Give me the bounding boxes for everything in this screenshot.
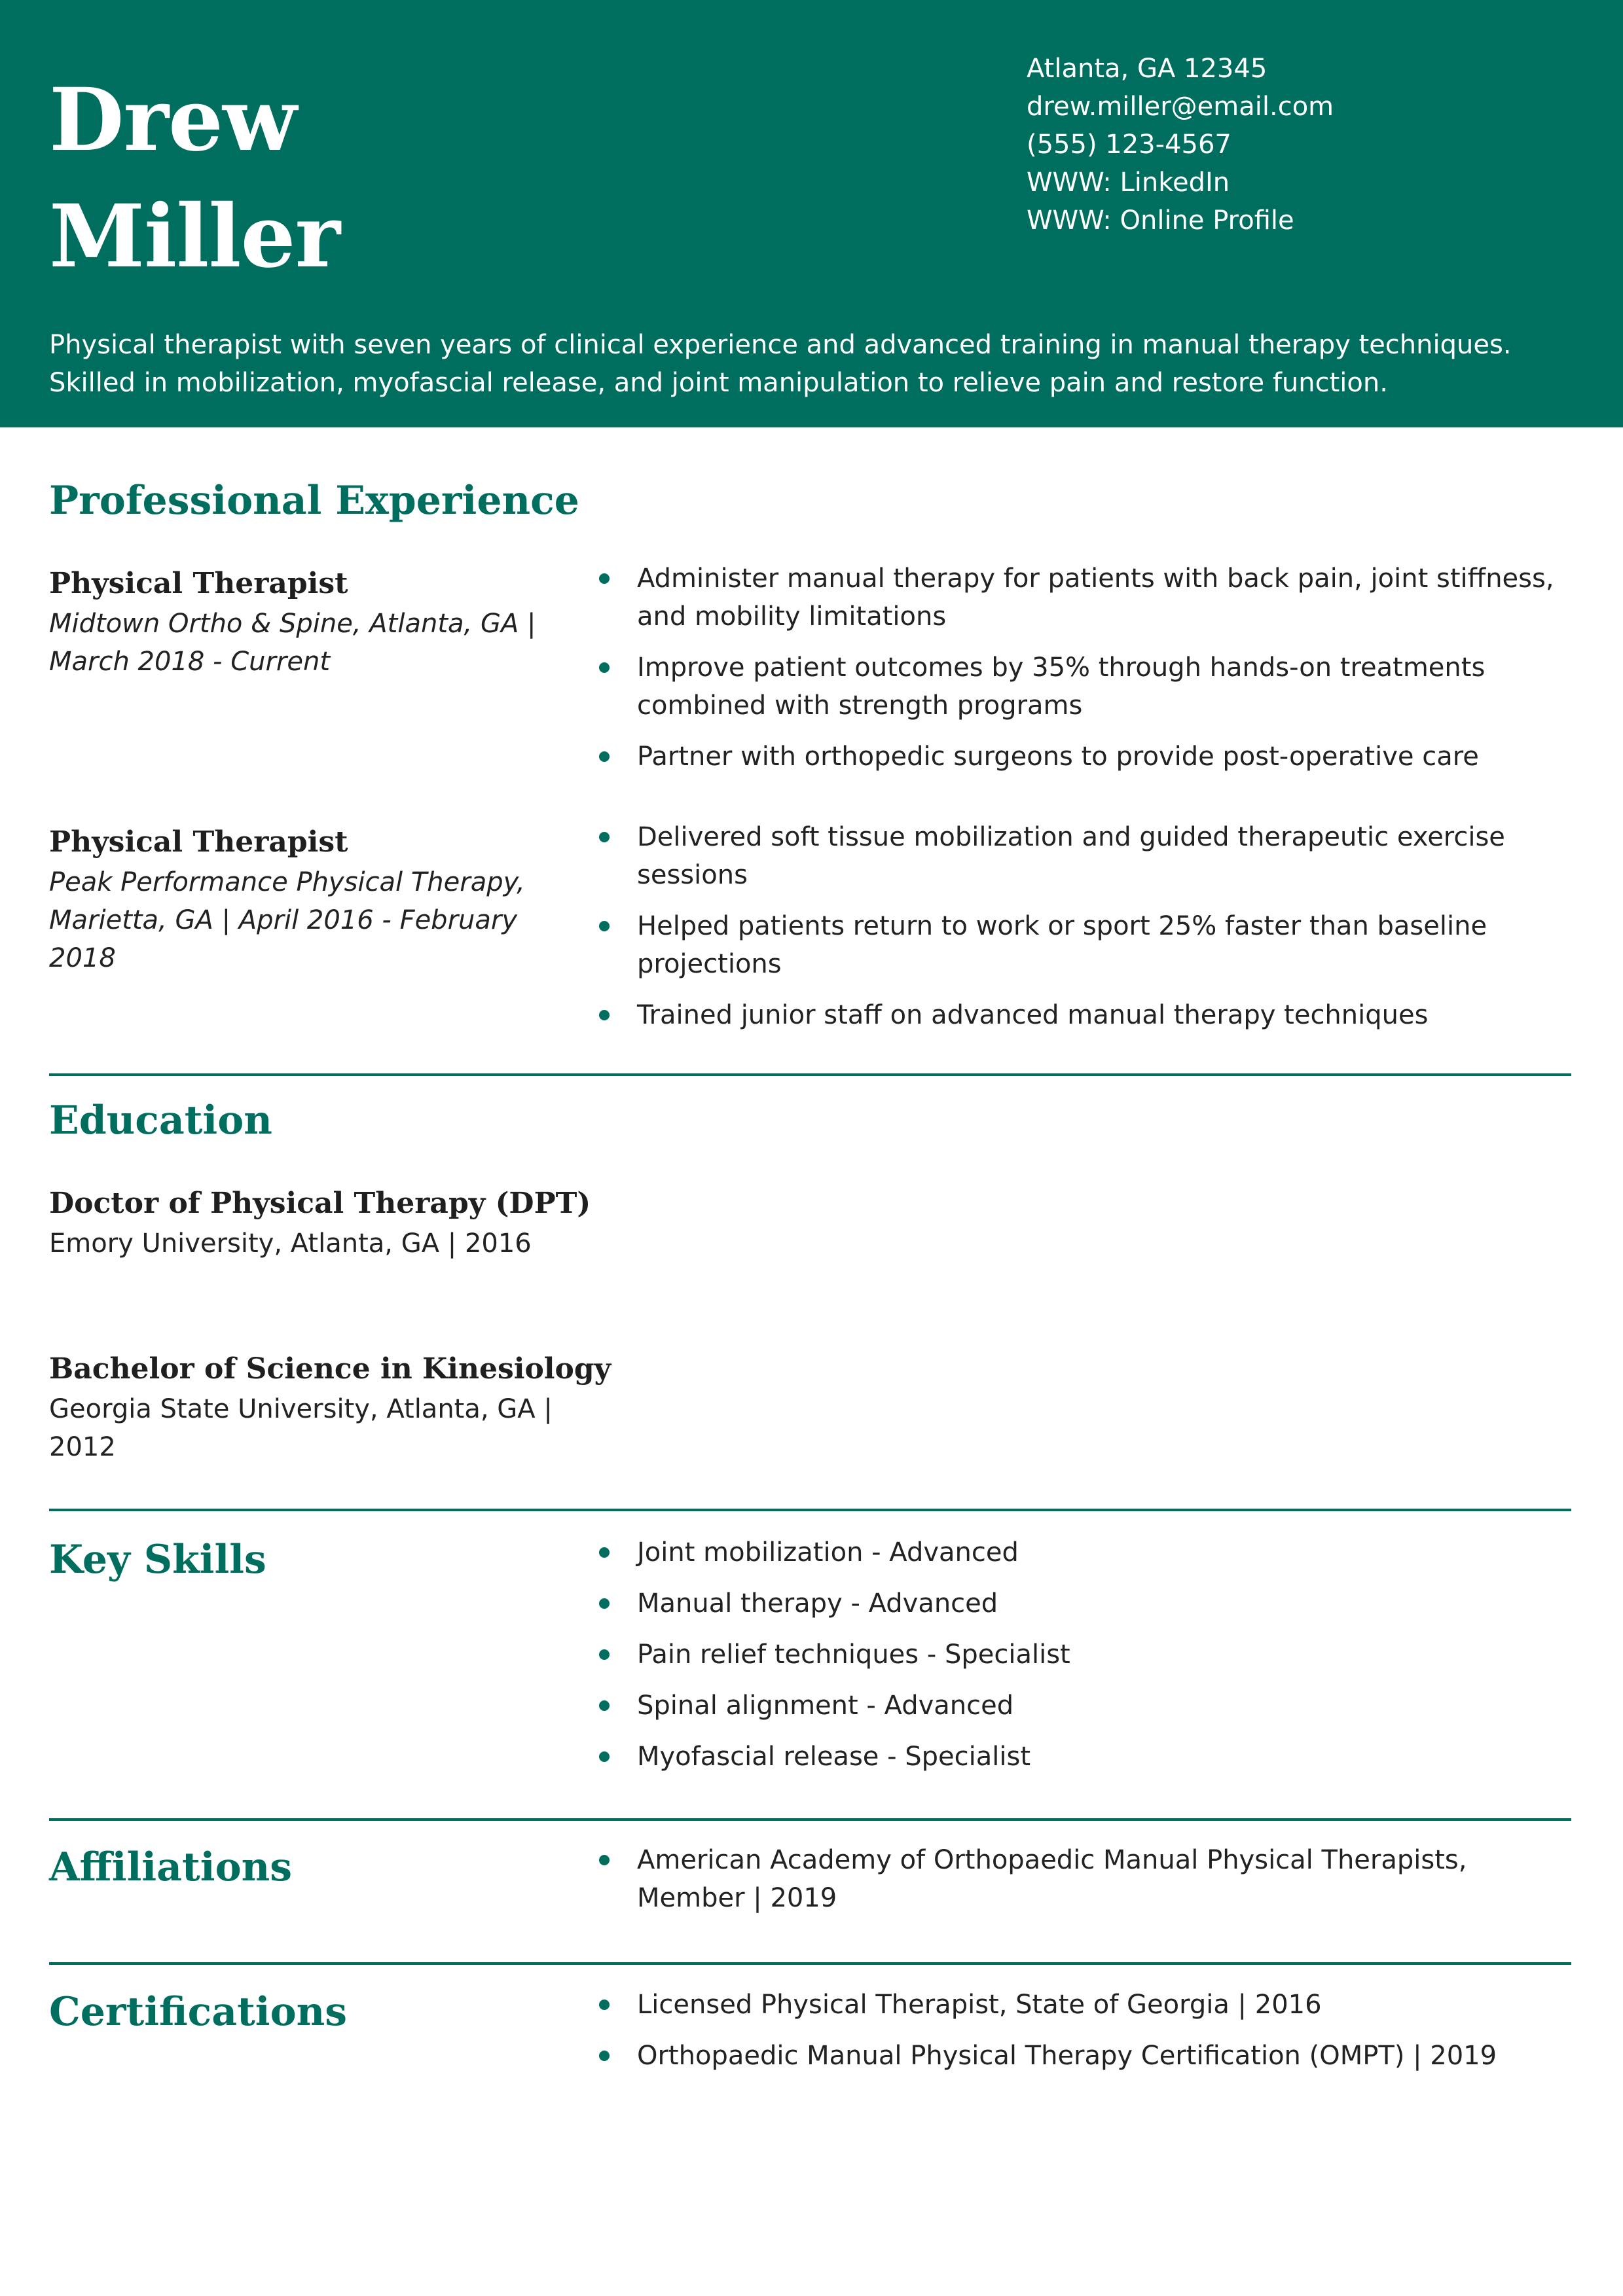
section-title: Professional Experience (49, 478, 579, 524)
job-meta: Peak Performance Physical Therapy, Marietta, GA | April 2016 - February 2018 (49, 867, 525, 973)
certifications-section (49, 1986, 1571, 2117)
job-entry (49, 563, 566, 681)
section-title: Certifications (49, 1989, 348, 2035)
contact-location: Atlanta, GA 12345 (1027, 54, 1267, 84)
job-bullets (593, 818, 1568, 1047)
bullet-item: Partner with orthopedic surgeons to provide post-operative care (593, 738, 1568, 776)
section-title: Affiliations (49, 1844, 292, 1890)
job-title: Physical Therapist (49, 825, 348, 859)
section-title: Education (49, 1098, 272, 1143)
bullet-item: Helped patients return to work or sport 25% faster than baseline projections (593, 907, 1568, 983)
skill-item: Pain relief techniques - Specialist (593, 1636, 1568, 1674)
contact-info (1027, 50, 1334, 240)
contact-email[interactable]: drew.miller@email.com (1027, 92, 1334, 122)
summary-line: Physical therapist with seven years of clinical experience and advanced training in manual therapy techniques. (49, 330, 1512, 360)
skill-item: Manual therapy - Advanced (593, 1585, 1568, 1623)
degree-meta: Emory University, Atlanta, GA | 2016 (49, 1229, 532, 1259)
job-entry (49, 821, 566, 977)
job-bullets (593, 560, 1568, 789)
contact-phone: (555) 123-4567 (1027, 130, 1231, 160)
degree-title: Doctor of Physical Therapy (DPT) (49, 1187, 591, 1220)
skill-item: Spinal alignment - Advanced (593, 1687, 1568, 1725)
section-title: Key Skills (49, 1537, 266, 1583)
skill-item: Myofascial release - Specialist (593, 1738, 1568, 1776)
candidate-name (49, 62, 340, 295)
skills-section (49, 1534, 1571, 1815)
skills-list (593, 1534, 1568, 1789)
job-title: Physical Therapist (49, 567, 348, 600)
degree-title: Bachelor of Science in Kinesiology (49, 1352, 611, 1386)
job-meta: Midtown Ortho & Spine, Atlanta, GA | March 2018 - Current (49, 609, 536, 677)
bullet-item: Improve patient outcomes by 35% through hands-on treatments combined with strength programs (593, 649, 1568, 725)
first-name: Drew (49, 69, 297, 171)
last-name: Miller (49, 186, 340, 287)
education-entry (49, 1183, 591, 1263)
certification-item: Orthopaedic Manual Physical Therapy Certification (OMPT) | 2019 (593, 2037, 1568, 2075)
experience-section (49, 475, 1571, 1037)
certification-item: Licensed Physical Therapist, State of Georgia | 2016 (593, 1986, 1568, 2024)
contact-profile-link[interactable]: WWW: Online Profile (1027, 206, 1294, 236)
skill-item: Joint mobilization - Advanced (593, 1534, 1568, 1571)
affiliations-list (593, 1841, 1568, 1930)
degree-meta: Georgia State University, Atlanta, GA | 2012 (49, 1394, 553, 1462)
section-divider (49, 1962, 1571, 1965)
section-divider (49, 1818, 1571, 1821)
education-section (49, 1094, 1571, 1487)
resume-header (0, 0, 1623, 427)
bullet-item: Delivered soft tissue mobilization and guided therapeutic exercise sessions (593, 818, 1568, 894)
bullet-item: Administer manual therapy for patients with back pain, joint stiffness, and mobility limitations (593, 560, 1568, 636)
professional-summary (49, 326, 1581, 402)
section-divider (49, 1509, 1571, 1511)
education-entry (49, 1348, 611, 1466)
contact-linkedin-link[interactable]: WWW: LinkedIn (1027, 168, 1230, 198)
bullet-item: Trained junior staff on advanced manual therapy techniques (593, 996, 1568, 1034)
affiliations-section (49, 1841, 1571, 1946)
affiliation-item: American Academy of Orthopaedic Manual Physical Therapists, Member | 2019 (593, 1841, 1568, 1917)
certifications-list (593, 1986, 1568, 2088)
summary-line: Skilled in mobilization, myofascial release, and joint manipulation to relieve pain and restore function. (49, 368, 1388, 398)
section-divider (49, 1073, 1571, 1076)
